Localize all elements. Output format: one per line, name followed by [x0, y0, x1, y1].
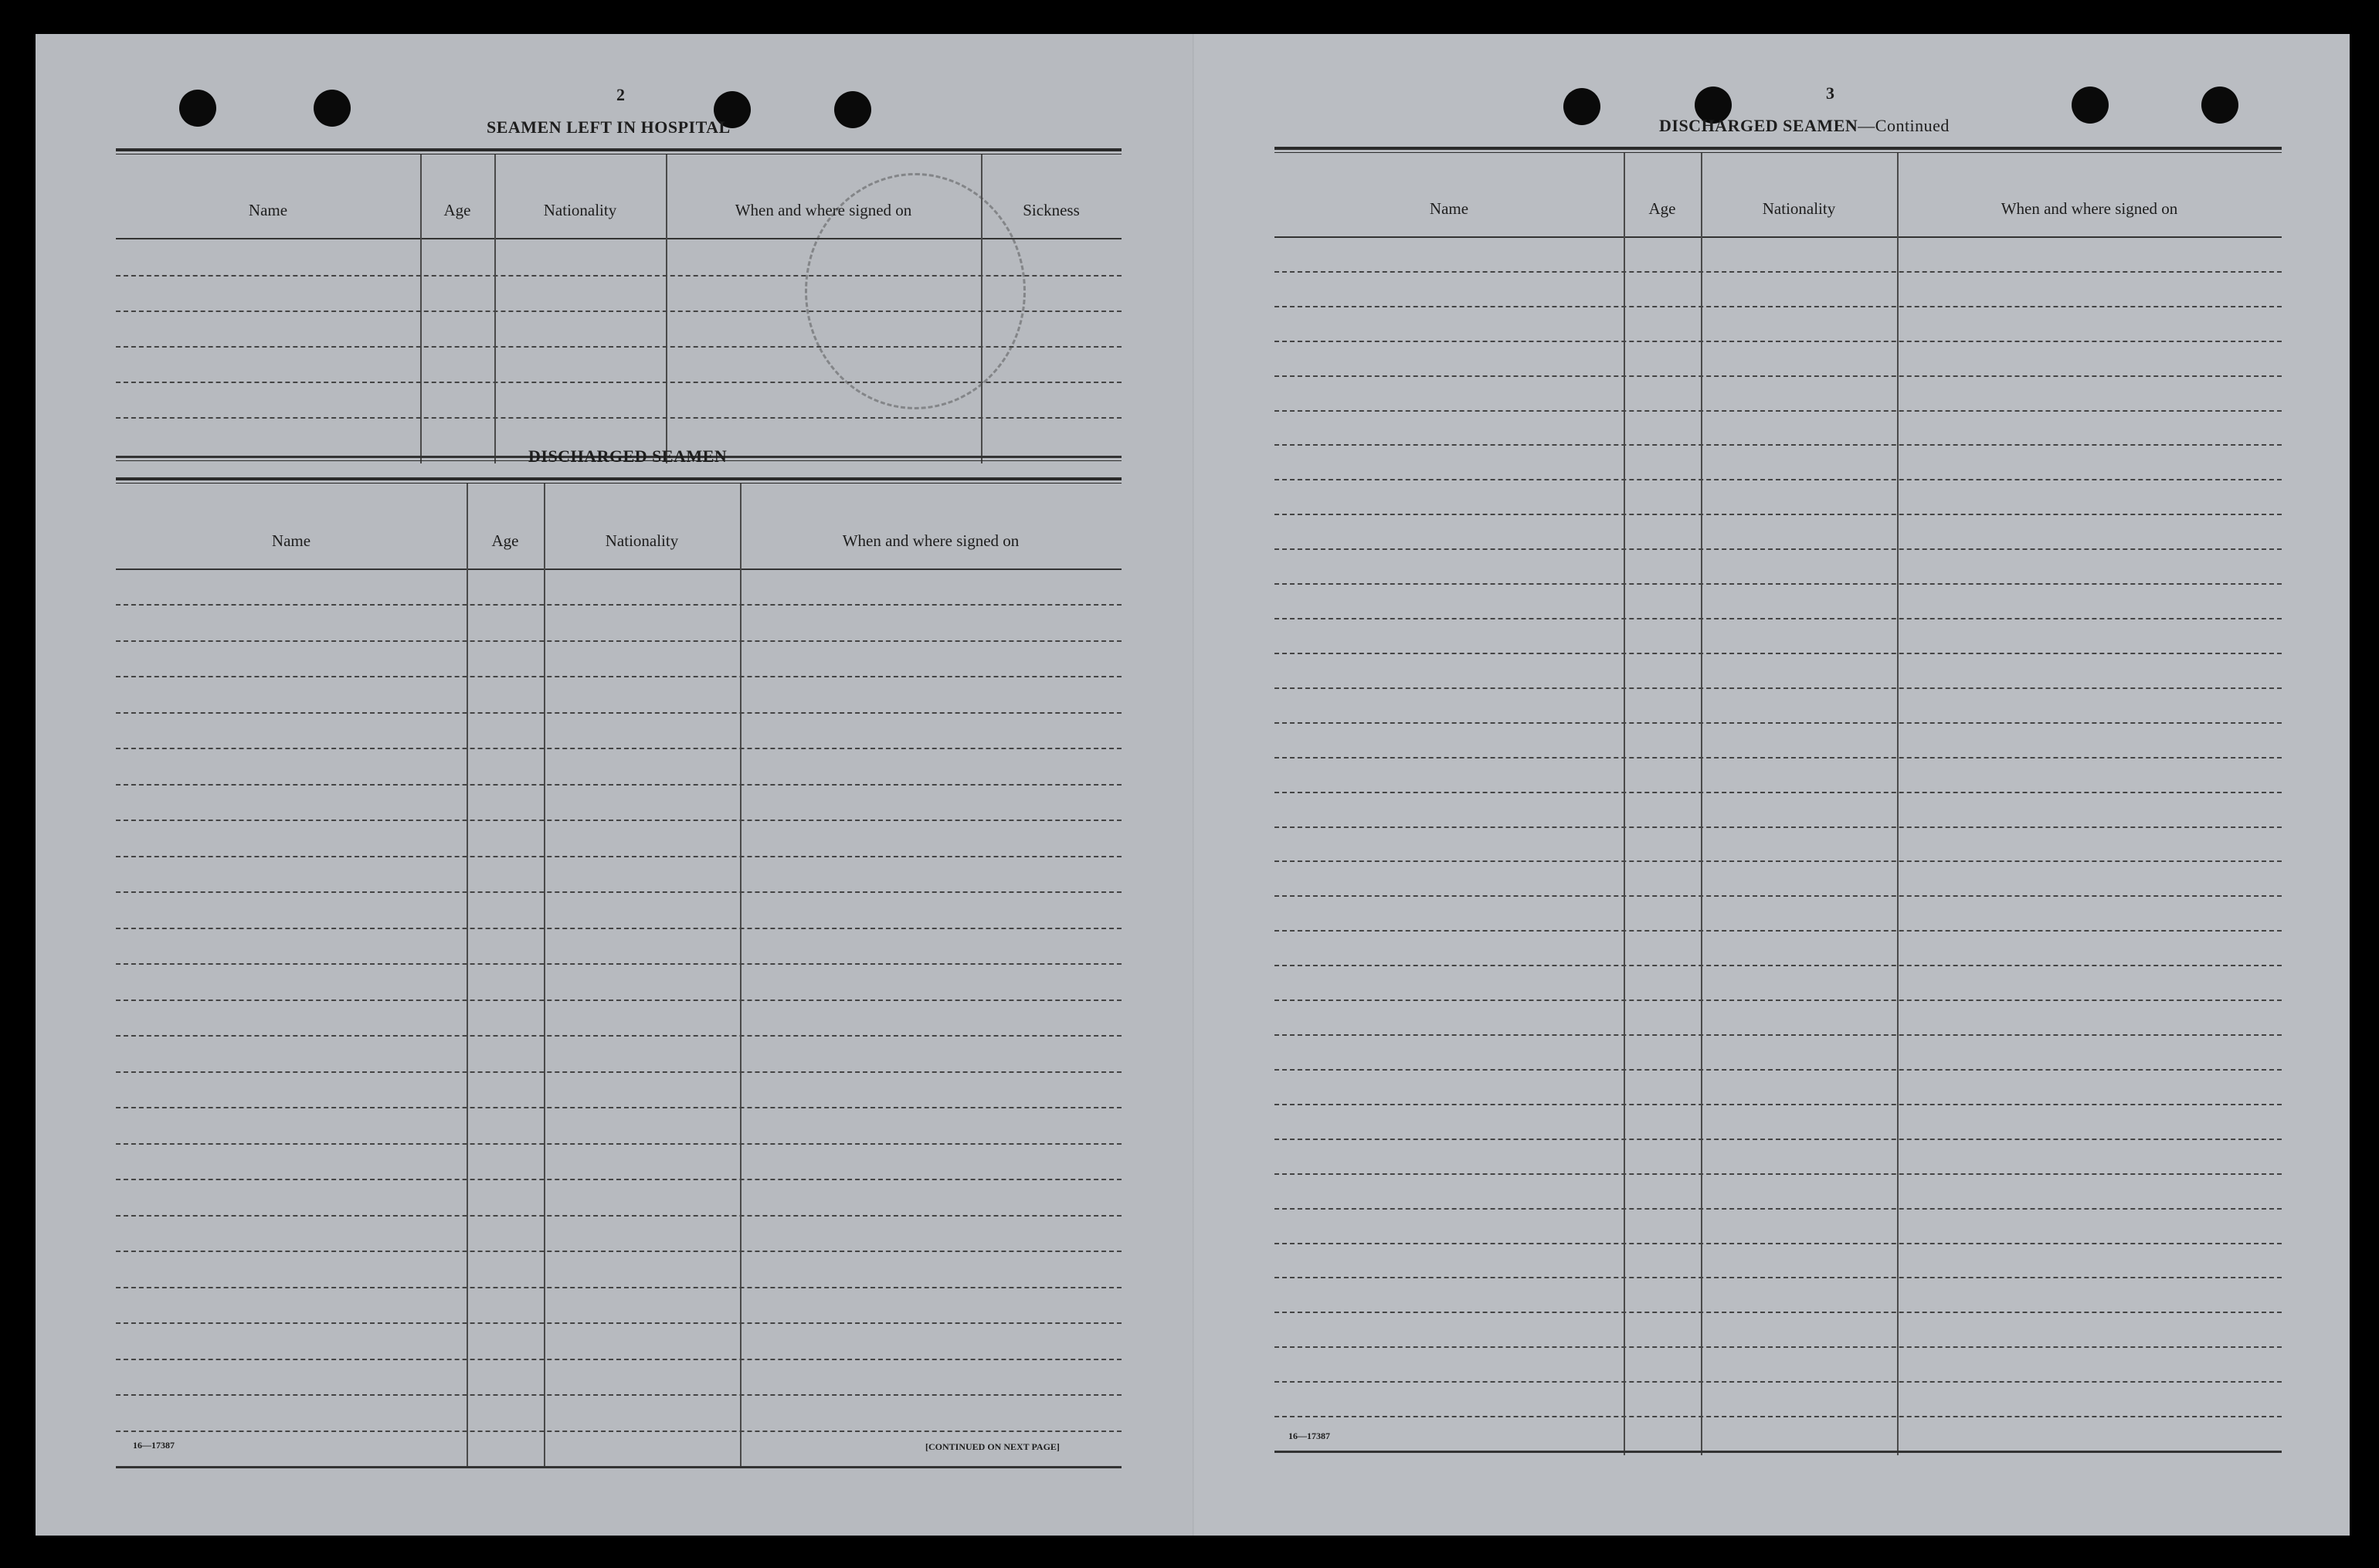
- table-row: [1274, 757, 2282, 759]
- table-row: [1274, 965, 2282, 966]
- table-row: [116, 1251, 1122, 1252]
- table-row: [1274, 410, 2282, 412]
- table-row: [116, 1431, 1122, 1432]
- punch-hole: [2072, 87, 2109, 124]
- punch-hole: [834, 91, 871, 128]
- table-row: [1274, 1173, 2282, 1175]
- table-row: [116, 712, 1122, 714]
- table-row: [1274, 1277, 2282, 1278]
- table-row: [116, 1035, 1122, 1037]
- table-row: [1274, 618, 2282, 619]
- discharged-table: [116, 477, 1122, 1471]
- hospital-table: [116, 148, 1122, 465]
- table-row: [116, 1287, 1122, 1288]
- discharged-continued-title: DISCHARGED SEAMEN—Continued: [1659, 116, 1950, 135]
- column-header-sickness: Sickness: [1023, 201, 1080, 219]
- table-row: [1274, 1381, 2282, 1383]
- punch-hole: [1563, 88, 1600, 125]
- right-page: [1194, 34, 2350, 1536]
- table-row: [116, 1322, 1122, 1324]
- hospital-section-title: SEAMEN LEFT IN HOSPITAL: [487, 117, 731, 137]
- table-row: [116, 1071, 1122, 1073]
- table-row: [1274, 1104, 2282, 1105]
- table-row: [1274, 792, 2282, 793]
- column-header-name: Name: [271, 531, 311, 550]
- table-row: [1274, 1034, 2282, 1036]
- table-row: [1274, 860, 2282, 862]
- table-row: [116, 604, 1122, 606]
- column-header-signed-on: When and where signed on: [842, 531, 1020, 550]
- table-row: [1274, 271, 2282, 273]
- table-row: [1274, 1069, 2282, 1071]
- table-row: [1274, 479, 2282, 480]
- continued-note: [CONTINUED ON NEXT PAGE]: [925, 1441, 1060, 1452]
- column-header-nationality: Nationality: [1762, 199, 1836, 218]
- table-row: [1274, 1346, 2282, 1348]
- table-row: [116, 1215, 1122, 1217]
- page-number: 3: [1826, 83, 1834, 103]
- punch-hole: [314, 90, 351, 127]
- table-row: [116, 417, 1122, 419]
- column-header-name: Name: [1429, 199, 1469, 218]
- table-row: [1274, 895, 2282, 897]
- column-header-name: Name: [248, 201, 288, 219]
- table-row: [116, 311, 1122, 312]
- table-row: [116, 346, 1122, 348]
- table-row: [116, 928, 1122, 929]
- table-row: [116, 820, 1122, 821]
- table-row: [116, 963, 1122, 965]
- table-row: [116, 1359, 1122, 1360]
- table-row: [1274, 375, 2282, 377]
- table-row: [1274, 514, 2282, 515]
- table-row: [1274, 341, 2282, 342]
- table-row: [116, 1107, 1122, 1108]
- discharged-continued-table: [1274, 147, 2282, 1457]
- table-row: [116, 640, 1122, 642]
- table-row: [116, 1143, 1122, 1145]
- table-row: [116, 784, 1122, 786]
- column-header-nationality: Nationality: [605, 531, 679, 550]
- table-row: [1274, 1312, 2282, 1313]
- table-row: [1274, 1208, 2282, 1210]
- table-row: [1274, 687, 2282, 689]
- punch-hole: [2201, 87, 2238, 124]
- table-row: [116, 748, 1122, 749]
- table-row: [1274, 930, 2282, 932]
- column-header-age: Age: [1648, 199, 1676, 218]
- table-row: [116, 275, 1122, 277]
- table-row: [1274, 1000, 2282, 1001]
- table-row: [116, 1179, 1122, 1180]
- column-header-signed-on: When and where signed on: [2001, 199, 2178, 218]
- scanned-form-spread: [36, 34, 2350, 1536]
- form-number: 16—17387: [133, 1440, 175, 1451]
- table-row: [1274, 653, 2282, 654]
- column-header-nationality: Nationality: [543, 201, 617, 219]
- table-row: [1274, 444, 2282, 446]
- table-row: [1274, 1416, 2282, 1417]
- table-row: [1274, 306, 2282, 307]
- column-header-age: Age: [491, 531, 519, 550]
- left-page: [36, 34, 1194, 1536]
- table-row: [116, 1394, 1122, 1396]
- table-row: [116, 1000, 1122, 1001]
- table-row: [1274, 548, 2282, 550]
- table-row: [1274, 1139, 2282, 1140]
- table-row: [116, 382, 1122, 383]
- table-row: [116, 676, 1122, 677]
- punch-hole: [179, 90, 216, 127]
- table-row: [1274, 722, 2282, 724]
- table-row: [1274, 583, 2282, 585]
- table-row: [116, 856, 1122, 857]
- table-row: [1274, 826, 2282, 828]
- discharged-section-title: DISCHARGED SEAMEN: [528, 446, 728, 466]
- table-row: [116, 891, 1122, 893]
- table-row: [1274, 1243, 2282, 1244]
- column-header-signed-on: When and where signed on: [735, 201, 912, 219]
- column-header-age: Age: [443, 201, 471, 219]
- form-number: 16—17387: [1288, 1431, 1330, 1441]
- page-number: 2: [616, 85, 625, 104]
